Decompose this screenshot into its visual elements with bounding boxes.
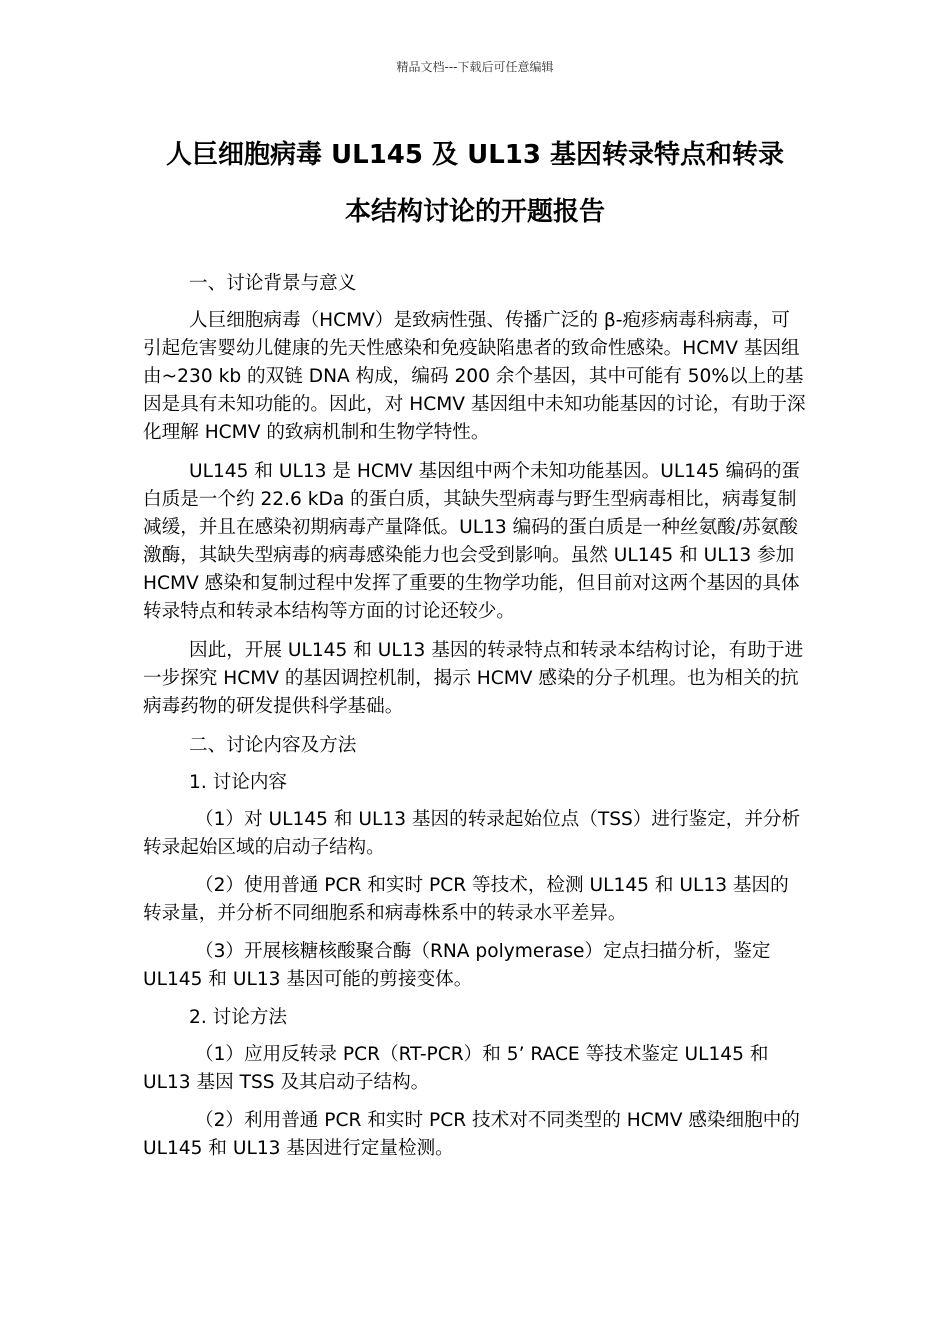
header-watermark: 精品文档---下载后可任意编辑 — [396, 60, 554, 74]
research-method-item: （1）应用反转录 PCR（RT-PCR）和 5’ RACE 等技术鉴定 UL145 和 UL13 基因 TSS 及其启动子结构。 — [143, 1044, 769, 1093]
research-content-item: （2）使用普通 PCR 和实时 PCR 等技术，检测 UL145 和 UL13 基因的转录量，并分析不同细胞系和病毒株系中的转录水平差异。 — [143, 875, 789, 924]
section-1-paragraph: 人巨细胞病毒（HCMV）是致病性强、传播广泛的 β-疱疹病毒科病毒，可引起危害婴幼儿健康的先天性感染和免疫缺陷患者的致命性感染。HCMV 基因组由~230 kb 的双链 DNA 构成，编码 200 余个基因，其中可能有 50%以上的基因是具有未知功能的。因此，对 HCMV 基因组中未知功能基因的讨论，有助于深化理解 HCMV 的致病机制和生物学特性。 — [143, 310, 806, 443]
research-content-item: （3）开展核糖核酸聚合酶（RNA polymerase）定点扫描分析，鉴定 UL145 和 UL13 基因可能的剪接变体。 — [143, 941, 771, 990]
document-body — [143, 270, 807, 1173]
section-1-heading: 一、讨论背景与意义 — [189, 273, 357, 294]
document-title-line-2: 本结构讨论的开题报告 — [344, 197, 605, 227]
research-methods-heading: 2. 讨论方法 — [189, 1007, 288, 1028]
section-2-heading: 二、讨论内容及方法 — [189, 735, 357, 756]
research-content-heading: 1. 讨论内容 — [189, 772, 288, 793]
section-1-paragraph: 因此，开展 UL145 和 UL13 基因的转录特点和转录本结构讨论，有助于进一步探究 HCMV 的基因调控机制，揭示 HCMV 感染的分子机理。也为相关的抗病毒药物的研发提供科学基础。 — [143, 640, 804, 717]
document-title-line-1: 人巨细胞病毒 UL145 及 UL13 基因转录特点和转录 — [165, 140, 785, 170]
section-1-paragraph: UL145 和 UL13 是 HCMV 基因组中两个未知功能基因。UL145 编码的蛋白质是一个约 22.6 kDa 的蛋白质，其缺失型病毒与野生型病毒相比，病毒复制减缓，并且在感染初期病毒产量降低。UL13 编码的蛋白质是一种丝氨酸/苏氨酸激酶，其缺失型病毒的病毒感染能力也会受到影响。虽然 UL145 和 UL13 参加 HCMV 感染和复制过程中发挥了重要的生物学功能，但目前对这两个基因的具体转录特点和转录本结构等方面的讨论还较少。 — [143, 461, 801, 622]
research-content-item: （1）对 UL145 和 UL13 基因的转录起始位点（TSS）进行鉴定，并分析转录起始区域的启动子结构。 — [143, 809, 801, 858]
research-method-item: （2）利用普通 PCR 和实时 PCR 技术对不同类型的 HCMV 感染细胞中的 UL145 和 UL13 基因进行定量检测。 — [143, 1110, 800, 1159]
